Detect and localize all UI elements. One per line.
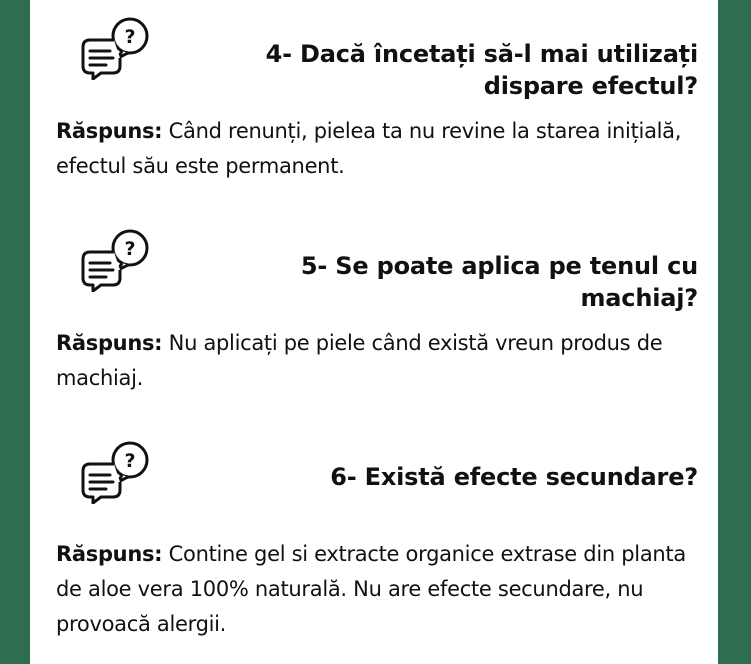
svg-text:?: ? [124, 238, 136, 260]
answer-label: Răspuns: [56, 331, 163, 355]
faq-question-4: 4- Dacă încetați să-l mai utilizați dispare efectul? [265, 40, 698, 100]
svg-text:?: ? [124, 26, 136, 48]
faq-question-5: 5- Se poate aplica pe tenul cu machiaj? [300, 252, 698, 312]
answer-text: Nu aplicați pe piele când există vreun produs de machiaj. [56, 331, 663, 390]
chat-question-icon [80, 438, 156, 504]
faq-answer-6 [56, 537, 698, 642]
faq-question-6: 6- Există efecte secundare? [330, 463, 698, 491]
answer-text: Contine gel si extracte organice extrase din planta de aloe vera 100% naturală. Nu are efecte secundare, nu provoacă alergii. [56, 542, 686, 636]
answer-label: Răspuns: [56, 119, 163, 143]
chat-question-icon [80, 226, 156, 292]
faq-answer-5 [56, 326, 698, 396]
answer-label: Răspuns: [56, 542, 163, 566]
answer-text: Când renunți, pielea ta nu revine la starea inițială, efectul său este permanent. [56, 119, 682, 178]
chat-question-icon [80, 14, 156, 80]
svg-text:?: ? [124, 450, 136, 472]
faq-answer-4 [56, 114, 698, 184]
faq-panel [30, 0, 718, 664]
